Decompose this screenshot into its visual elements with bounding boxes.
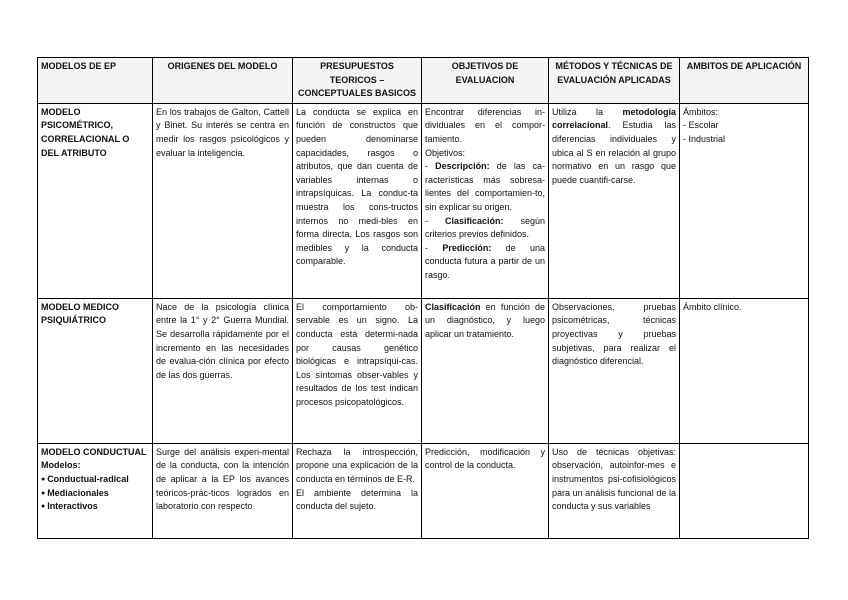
theory-paragraph: Rechaza la introspección, propone una explicación de la conducta en términos de E-R.: [296, 446, 418, 484]
origins-cell: Surge del análisis experi-mental de la conducta, con la intención de aplicar a la EP los avances teóricos-prác-ticos logrados en laboratorio con respecto: [153, 443, 293, 538]
objective-item: - Descripción: de las ca-racterísticas más sobresa-lientes del comportamien-to, sin explicar su origen.: [425, 161, 545, 212]
objective-item: - Clasificación: según criterios previos definidos.: [425, 215, 545, 240]
scope-item: - Industrial: [683, 133, 726, 144]
model-name-cell: [38, 443, 153, 538]
objective-item: - Predicción: de una conducta futura a partir de un rasgo.: [425, 242, 545, 280]
theory-cell: El comportamiento ob-servable es un signo. La conducta está determi-nada por causas genético biológicas e intrapsíqui-cas. Los síntomas obser-vables y resultados de los test indican procesos psicopatológicos.: [293, 298, 422, 443]
scope-cell: Ámbito clínico.: [680, 298, 809, 443]
objectives-intro: Encontrar diferencias in-dividuales en el compor-tamiento.: [425, 106, 545, 144]
objectives-cell: Clasificación en función de un diagnóstico, y luego aplicar un tratamiento.: [422, 298, 549, 443]
scope-cell: [680, 443, 809, 538]
header-metodos: MÉTODOS Y TÉCNICAS DE EVALUACIÓN APLICADAS: [549, 58, 680, 104]
header-objetivos: OBJETIVOS DE EVALUACION: [422, 58, 549, 104]
methods-cell: Observaciones, pruebas psicométricas, técnicas proyectivas y pruebas subjetivas, para realizar el diagnóstico diferencial.: [549, 298, 680, 443]
submodel-item: ● Mediacionales: [41, 487, 149, 501]
objectives-cell: [422, 103, 549, 298]
table-header-row: [38, 58, 809, 104]
theory-cell: [293, 443, 422, 538]
header-origenes: ORIGENES DEL MODELO: [153, 58, 293, 104]
model-name: MODELO MEDICO PSIQUIÁTRICO: [38, 298, 153, 443]
theory-cell: La conducta se explica en función de constructos que pueden denominarse capacidades, rasgos o atributos, que dan cuenta de variables internas o intrapsíquicas. La conduc-ta muestra los cons-tructos internos no medi-bles en forma directa. Los rasgos son medibles y la conducta comparable.: [293, 103, 422, 298]
theory-paragraph: El ambiente determina la conducta del sujeto.: [296, 487, 418, 512]
header-modelos: MODELOS DE EP: [38, 58, 153, 104]
objectives-cell: Predicción, modificación y control de la conducta.: [422, 443, 549, 538]
models-label: Modelos:: [41, 460, 81, 471]
model-name: MODELO PSICOMÉTRICO, CORRELACIONAL O DEL ATRIBUTO: [38, 103, 153, 298]
table-row: [38, 298, 809, 443]
header-presupuestos: PRESUPUESTOS TEORICOS – CONCEPTUALES BASICOS: [293, 58, 422, 104]
submodel-item: ● Interactivos: [41, 500, 149, 514]
methods-cell: Uso de técnicas objetivas: observación, autoinfor-mes e instrumentos psi-cofisiológicos para un análisis funcional de la conducta y sus variables: [549, 443, 680, 538]
objectives-label: Objetivos:: [425, 147, 466, 158]
scope-cell: [680, 103, 809, 298]
header-ambitos: AMBITOS DE APLICACIÓN: [680, 58, 809, 104]
scope-item: - Escolar: [683, 120, 719, 131]
submodel-item: ● Conductual-radical: [41, 473, 149, 487]
origins-cell: Nace de la psicología clínica entre la 1° y 2° Guerra Mundial. Se desarrolla rápidamente por el incremento en las necesidades de evalua-ción clínica por efecto de las dos guerras.: [153, 298, 293, 443]
table-row: [38, 443, 809, 538]
evaluation-models-table: [37, 57, 809, 539]
origins-cell: En los trabajos de Galton, Cattell y Binet. Su interés se centra en medir los rasgos psicológicos y evaluar la inteligencia.: [153, 103, 293, 298]
scope-title: Ámbitos:: [683, 106, 719, 117]
model-name: MODELO CONDUCTUAL: [41, 446, 147, 457]
table-row: [38, 103, 809, 298]
methods-cell: Utiliza la metodología correlacional. Estudia las diferencias individuales y ubica al S en relación al grupo normativo en un rasgo que puede cuantifi-carse.: [549, 103, 680, 298]
